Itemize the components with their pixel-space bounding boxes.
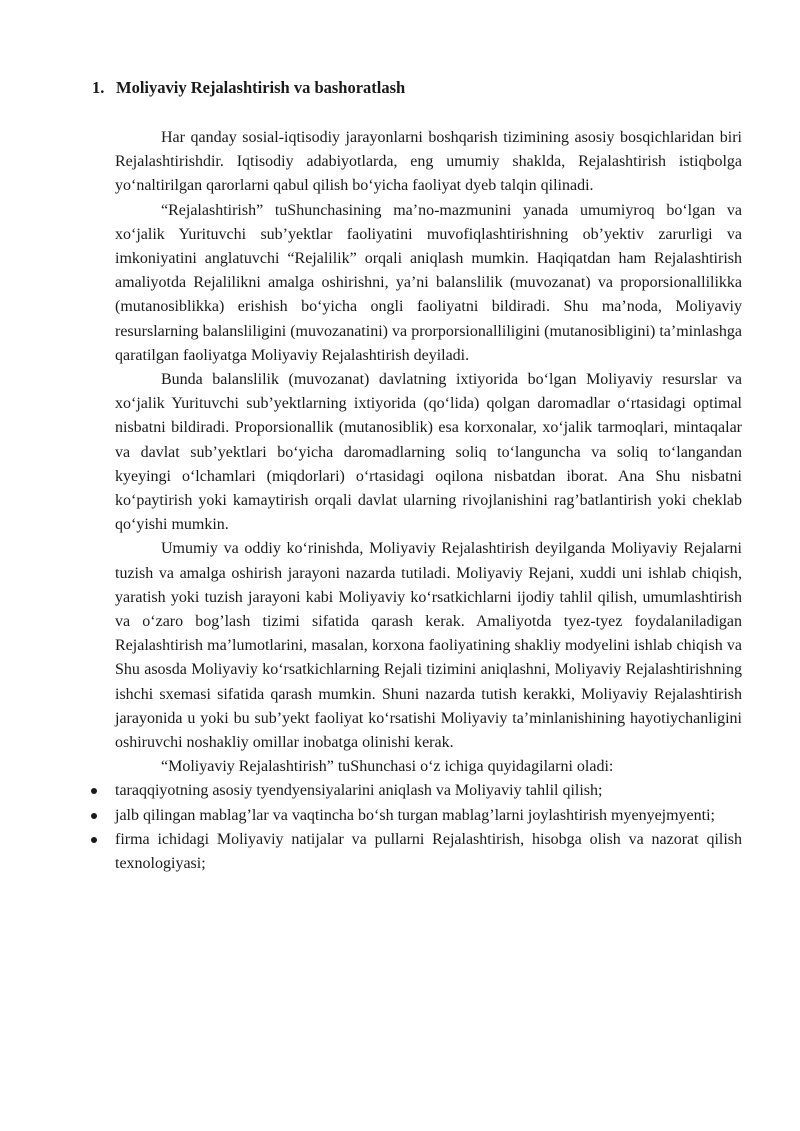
bullet-list <box>115 779 742 876</box>
paragraph: “Rejalashtirish” tuShunchasining maʼno-mazmunini yanada umumiyroq boʻlgan va xoʻjalik Yurituvchi subʼyektlar faoliyatini muvofiqlashtirishning obʼyektiv zarurligi va imkoniyatini anglatuvchi “Rejalilik” orqali aniqlash mumkin. Haqiqatdan ham Rejalashtirish amaliyotda Rejalilikni amalga oshirishni, yaʼni balanslilik (muvozanat) va proporsionallilikka (mutanosiblikka) erishish boʻyicha ongli faoliyatni bildiradi. Shu maʼnoda, Moliyaviy resurslarning balansliligini (muvozanatini) va prorporsionalliligini (mutanosibligini) taʼminlashga qaratilgan faoliyatga Moliyaviy Rejalashtirish deyiladi. <box>115 201 742 364</box>
section-number: 1. <box>92 78 105 97</box>
list-item-text: jalb qilingan mablagʼlar va vaqtincha boʻsh turgan mablagʼlarni joylashtirish myenyejmyenti; <box>115 806 715 824</box>
list-item <box>115 804 742 828</box>
section-title: Moliyaviy Rejalashtirish va bashoratlash <box>116 78 406 97</box>
bullet-icon <box>91 813 97 819</box>
bullet-icon <box>91 837 97 843</box>
list-item <box>115 779 742 803</box>
list-item-text: firma ichidagi Moliyaviy natijalar va pullarni Rejalashtirish, hisobga olish va nazorat qilish texnologiyasi; <box>115 830 742 873</box>
paragraph: Har qanday sosial-iqtisodiy jarayonlarni boshqarish tizimining asosiy bosqichlaridan biri Rejalashtirishdir. Iqtisodiy adabiyotlarda, eng umumiy shaklda, Rejalashtirish istiqbolga yoʻnaltirilgan qarorlarni qabul qilish boʻyicha faoliyat dyeb talqin qilinadi. <box>115 129 742 195</box>
list-item-text: taraqqiyotning asosiy tyendyensiyalarini aniqlash va Moliyaviy tahlil qilish; <box>115 782 603 800</box>
section-heading <box>92 78 405 98</box>
bullet-icon <box>91 788 97 794</box>
paragraph: “Moliyaviy Rejalashtirish” tuShunchasi oʻz ichiga quyidagilarni oladi: <box>161 758 614 776</box>
paragraph: Umumiy va oddiy koʻrinishda, Moliyaviy Rejalashtirish deyilganda Moliyaviy Rejalarni tuzish va amalga oshirish jarayoni nazarda tutiladi. Moliyaviy Rejani, xuddi uni ishlab chiqish, yaratish yoki tuzish jarayoni kabi Moliyaviy koʻrsatkichlarni ijodiy tahlil qilish, umumlashtirish va oʻzaro bogʼlash tizimi sifatida qarash kerak. Amaliyotda tyez-tyez foydalaniladigan Rejalashtirish maʼlumotlarini, masalan, korxona faoliyatining shakliy modyelini ishlab chiqish va Shu asosda Moliyaviy koʻrsatkichlarning Rejali tizimini aniqlashni, Moliyaviy Rejalashtirishning ishchi sxemasi sifatida qarash mumkin. Shuni nazarda tutish kerakki, Moliyaviy Rejalashtirish jarayonida u yoki bu subʼyekt faoliyat koʻrsatishi Moliyaviy taʼminlanishining hayotiychanligini oshiruvchi noshakliy omillar inobatga olinishi kerak. <box>115 540 742 752</box>
paragraph: Bunda balanslilik (muvozanat) davlatning ixtiyorida boʻlgan Moliyaviy resurslar va xoʻjalik Yurituvchi subʼyektlarning ixtiyorida (qoʻlida) qolgan daromadlar oʻrtasidagi optimal nisbatni bildiradi. Proporsionallik (mutanosiblik) esa korxonalar, xoʻjalik tarmoqlari, mintaqalar va davlat subʼyektlari boʻyicha daromadlarning soliq toʻlanguncha va soliq toʻlangandan kyeyingi oʻlchamlari (miqdorlari) oʻrtasidagi oqilona nisbatdan iborat. Ana Shu nisbatni koʻpaytirish yoki kamaytirish orqali davlat ularning rivojlanishini ragʼbatlantirish yoki cheklab qoʻyishi mumkin. <box>115 371 742 534</box>
document-body <box>115 126 742 876</box>
list-item <box>115 828 742 876</box>
